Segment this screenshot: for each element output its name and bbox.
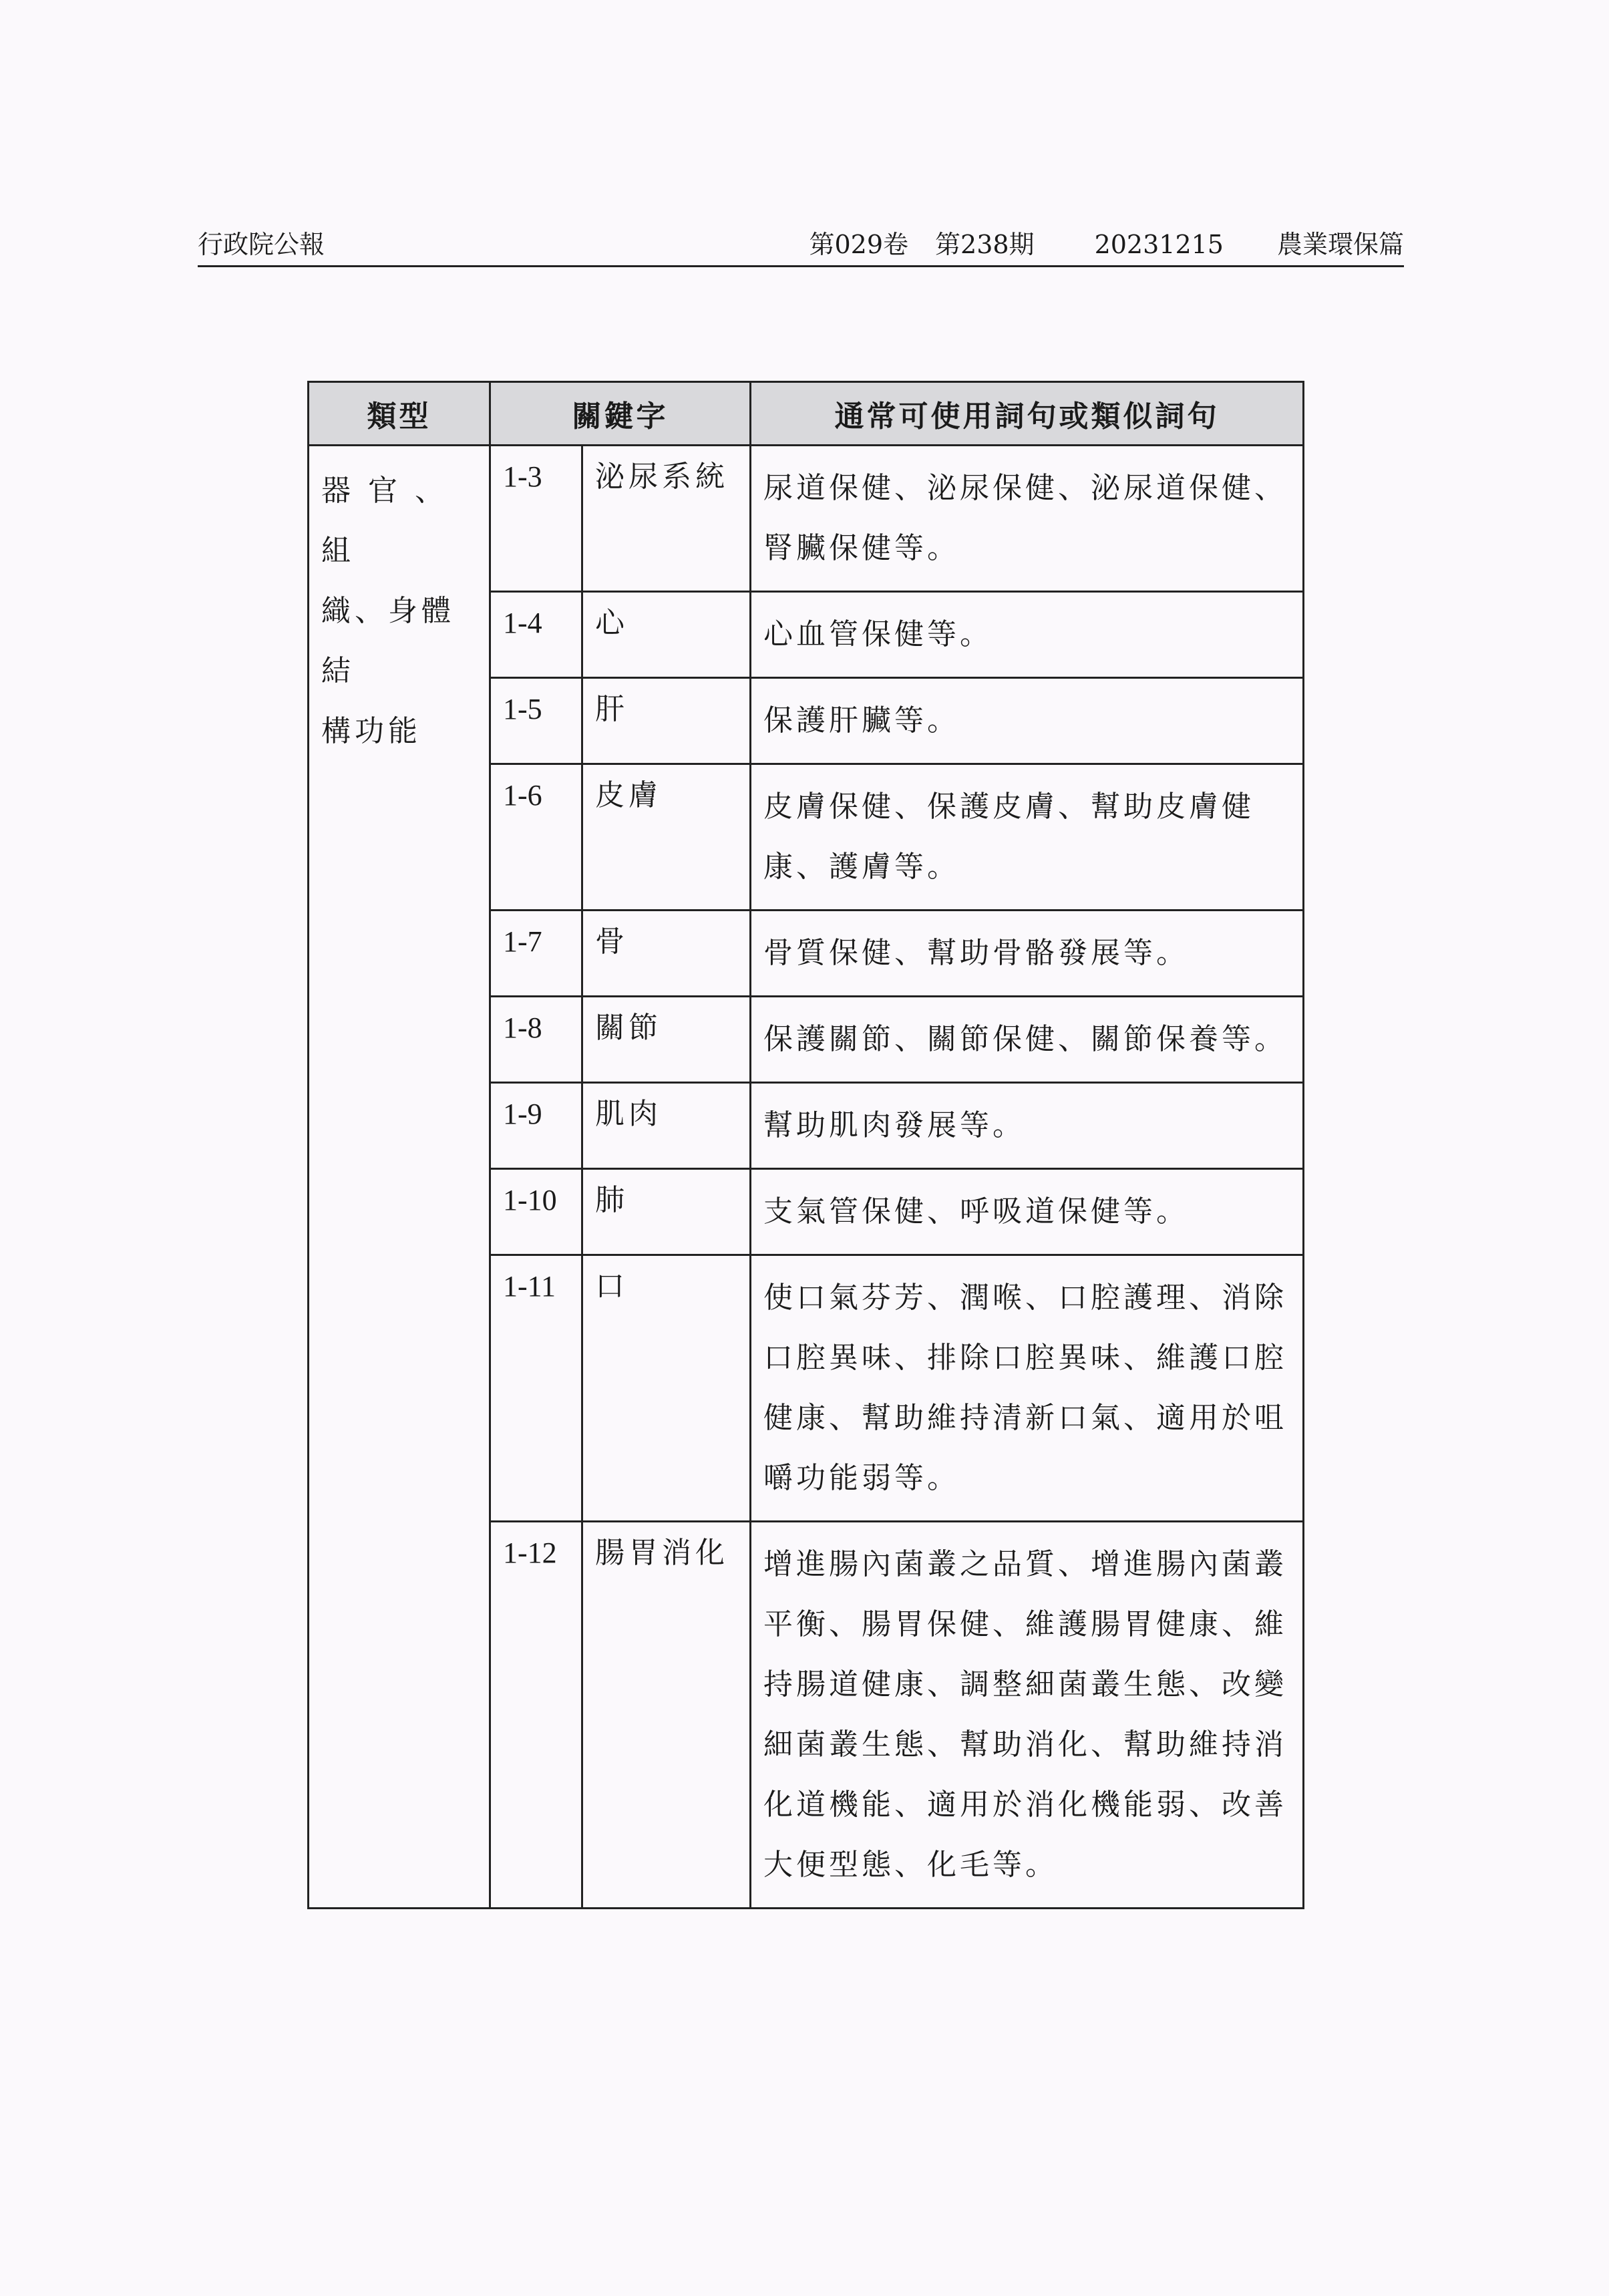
keyword-cell: 心 xyxy=(582,592,751,678)
phrase-cell: 尿道保健、泌尿保健、泌尿道保健、腎臟保健等。 xyxy=(751,446,1304,592)
keyword-table xyxy=(307,381,1304,1909)
keyword-cell: 關節 xyxy=(582,997,751,1083)
code-cell: 1-8 xyxy=(490,997,582,1083)
phrase-cell: 心血管保健等。 xyxy=(751,592,1304,678)
code-cell: 1-11 xyxy=(490,1255,582,1522)
code-cell: 1-6 xyxy=(490,764,582,911)
type-line: 器 官 、 組 xyxy=(321,474,448,568)
phrase-cell: 使口氣芬芳、潤喉、口腔護理、消除口腔異味、排除口腔異味、維護口腔健康、幫助維持清新口氣、適用於咀嚼功能弱等。 xyxy=(751,1255,1304,1522)
issue-info xyxy=(810,224,1405,265)
header-type: 類型 xyxy=(309,382,490,446)
code-cell: 1-4 xyxy=(490,592,582,678)
code-cell: 1-5 xyxy=(490,678,582,764)
phrase-cell: 保護肝臟等。 xyxy=(751,678,1304,764)
code-cell: 1-12 xyxy=(490,1522,582,1909)
page-header xyxy=(198,224,1404,267)
type-line: 織、身體結 xyxy=(321,594,455,688)
keyword-cell: 腸胃消化 xyxy=(582,1522,751,1909)
keyword-cell: 口 xyxy=(582,1255,751,1522)
code-cell: 1-10 xyxy=(490,1169,582,1255)
header-phrases: 通常可使用詞句或類似詞句 xyxy=(751,382,1304,446)
code-cell: 1-9 xyxy=(490,1083,582,1169)
table-row xyxy=(309,446,1304,592)
phrase-cell: 骨質保健、幫助骨骼發展等。 xyxy=(751,911,1304,997)
code-cell: 1-7 xyxy=(490,911,582,997)
header-keyword: 關鍵字 xyxy=(490,382,751,446)
keyword-cell: 肺 xyxy=(582,1169,751,1255)
issue-label: 第238期 xyxy=(935,230,1035,259)
keyword-cell: 骨 xyxy=(582,911,751,997)
table-header-row xyxy=(309,382,1304,446)
phrase-cell: 支氣管保健、呼吸道保健等。 xyxy=(751,1169,1304,1255)
keyword-cell: 肌肉 xyxy=(582,1083,751,1169)
keyword-cell: 肝 xyxy=(582,678,751,764)
type-cell xyxy=(309,446,490,1909)
type-line: 構功能 xyxy=(321,714,421,748)
phrase-cell: 保護關節、關節保健、關節保養等。 xyxy=(751,997,1304,1083)
code-cell: 1-3 xyxy=(490,446,582,592)
phrase-cell: 皮膚保健、保護皮膚、幫助皮膚健康、護膚等。 xyxy=(751,764,1304,911)
section-label: 農業環保篇 xyxy=(1276,230,1404,259)
issue-date: 20231215 xyxy=(1094,230,1224,259)
keyword-cell: 皮膚 xyxy=(582,764,751,911)
phrase-cell: 幫助肌肉發展等。 xyxy=(751,1083,1304,1169)
phrase-cell: 增進腸內菌叢之品質、增進腸內菌叢平衡、腸胃保健、維護腸胃健康、維持腸道健康、調整細菌叢生態、改變細菌叢生態、幫助消化、幫助維持消化道機能、適用於消化機能弱、改善大便型態、化毛等。 xyxy=(751,1522,1304,1909)
keyword-cell: 泌尿系統 xyxy=(582,446,751,592)
publication-name: 行政院公報 xyxy=(198,230,325,259)
volume-label: 第029卷 xyxy=(809,230,909,259)
